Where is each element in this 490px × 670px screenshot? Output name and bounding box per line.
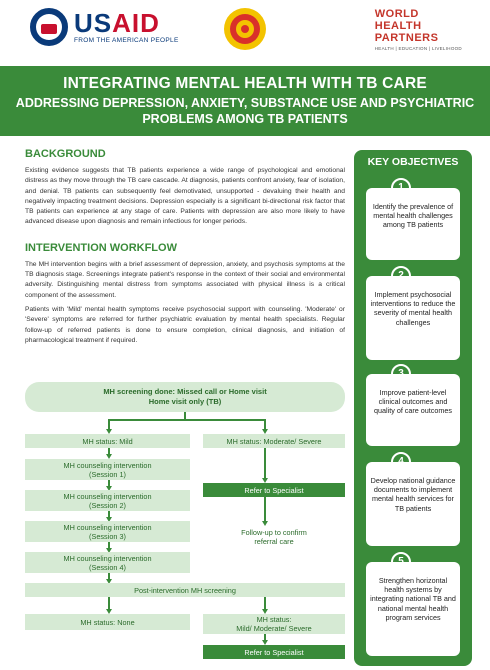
whp-line-2: HEALTH (374, 20, 422, 32)
status-moderate-severe-node: MH status: Moderate/ Severe (203, 434, 345, 448)
post-status-node: MH status: Mild/ Moderate/ Severe (203, 614, 345, 634)
page-title: INTEGRATING MENTAL HEALTH WITH TB CARE (63, 75, 427, 92)
objective-2-card: Implement psychosocial interventions to reduce the severity of mental health challenges (366, 276, 460, 360)
whp-tagline: HEALTH | EDUCATION | LIVELIHOOD (374, 46, 462, 51)
background-heading: BACKGROUND (25, 148, 106, 160)
refer-specialist-node-2: Refer to Specialist (203, 645, 345, 659)
counseling-session-2-node: MH counseling intervention (Session 2) (25, 490, 190, 511)
objective-5-card: Strengthen horizontal health systems by integrating national TB and national mental health program services (366, 562, 460, 656)
objective-1-card: Identify the prevalence of mental health challenges among TB patients (366, 188, 460, 260)
key-objectives-panel (354, 150, 472, 666)
title-banner (0, 66, 490, 136)
workflow-heading: INTERVENTION WORKFLOW (25, 241, 177, 254)
main-column (25, 148, 345, 350)
government-emblem-icon (222, 6, 268, 52)
workflow-diagram (25, 382, 345, 670)
counseling-session-4-node: MH counseling intervention (Session 4) (25, 552, 190, 573)
workflow-text-2: Patients with 'Mild' mental health symptoms receive psychosocial support with counseling. 'Moderate' or 'Severe' symptoms are referred for further psychiatric evaluation by mental health specialists. Regular follow-up of referred patients is done to ensure completion, clinical diagnosis, and initiation of pharmacological treatment if required. (25, 305, 345, 344)
usaid-seal-icon (30, 8, 68, 46)
whp-line-3: PARTNERS (374, 32, 439, 44)
logo-bar (0, 0, 490, 62)
whp-line-1: WORLD (374, 8, 419, 20)
status-mild-node: MH status: Mild (25, 434, 190, 448)
counseling-session-1-node: MH counseling intervention (Session 1) (25, 459, 190, 480)
follow-up-node: Follow-up to confirm referral care (241, 528, 307, 546)
usaid-logo (30, 8, 179, 46)
background-text: Existing evidence suggests that TB patients experience a wide range of psychological and emotional distress as they move through the TB care cascade. At diagnosis, patients confront anxiety, fear of isolation, and denial. TB patients can subsequently feel demotivated, unsupported - devaluing their health and negatively impacting treatment decisions. Depression especially is a significant bi-directional risk factor that TB patients can experience at any stage of care. Patients with depression are also more likely to have advanced disease upon diagnosis and remain infectious for longer periods. (25, 167, 345, 226)
objective-4-card: Develop national guidance documents to implement mental health services for TB patients (366, 462, 460, 546)
refer-specialist-node-1: Refer to Specialist (203, 483, 345, 497)
post-intervention-screening-node: Post-intervention MH screening (25, 583, 345, 597)
usaid-wordmark: USAID (74, 8, 160, 38)
usaid-tagline: FROM THE AMERICAN PEOPLE (74, 37, 179, 44)
status-none-node: MH status: None (25, 614, 190, 630)
screening-node: MH screening done: Missed call or Home visit Home visit only (TB) (25, 382, 345, 412)
counseling-session-3-node: MH counseling intervention (Session 3) (25, 521, 190, 542)
page-subtitle: ADDRESSING DEPRESSION, ANXIETY, SUBSTANCE USE AND PSYCHIATRIC PROBLEMS AMONG TB PATIENTS (15, 96, 475, 126)
world-health-partners-logo (375, 8, 462, 51)
workflow-text-1: The MH intervention begins with a brief assessment of depression, anxiety, and psychosis symptoms at the TB diagnosis stage. Screenings integrate patient's response in the context of their social and environmental adversity. Distinguishing mental distress from symptoms associated with physical illness is a critical component of the assessment. (25, 260, 345, 299)
objective-3-card: Improve patient-level clinical outcomes and quality of care outcomes (366, 374, 460, 446)
key-objectives-title: KEY OBJECTIVES (367, 156, 459, 168)
